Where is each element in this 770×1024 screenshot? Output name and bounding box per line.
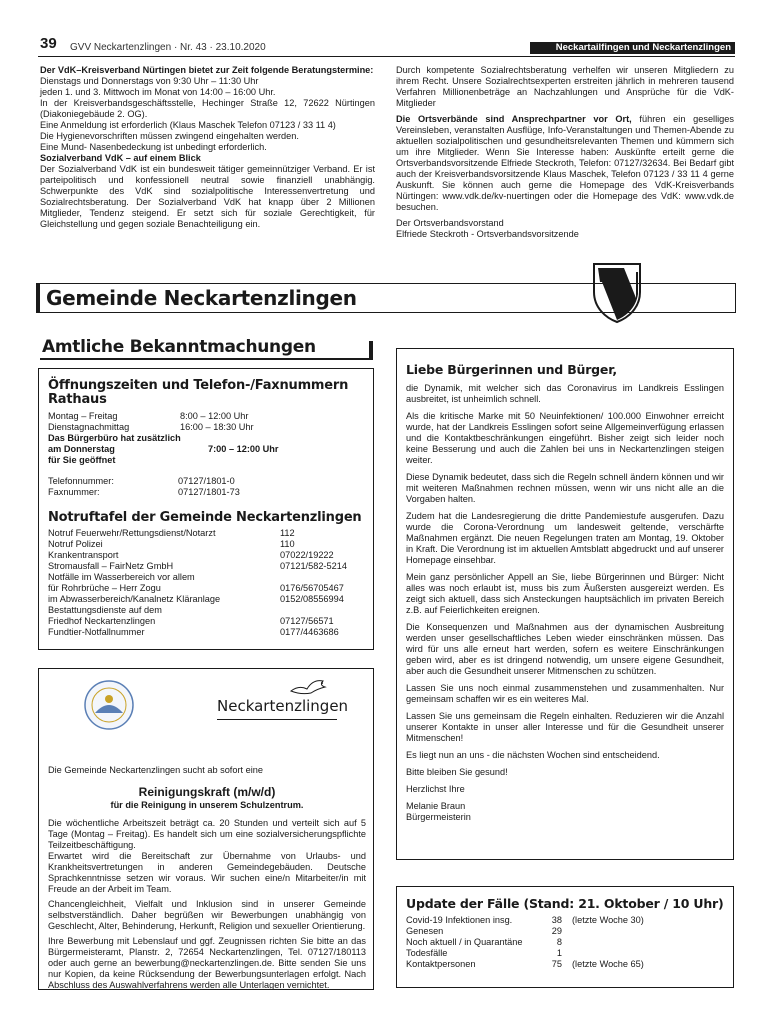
thursday-hours (48, 444, 278, 455)
vdk-line: Eine Mund- Nasenbedeckung ist unbedingt erforderlich. (40, 142, 267, 152)
letter-para: die Dynamik, mit welcher sich das Coronavirus im Landkreis Esslingen ausbreitet, ist unheimlich schnell. (406, 383, 724, 404)
vdk-line: Eine Anmeldung ist erforderlich (Klaus Maschek Telefon 07123 / 33 11 4) (40, 120, 336, 130)
amtliche-title: Amtliche Bekanntmachungen (42, 337, 316, 357)
vdk-body: Der Sozialverband VdK ist ein bundesweit tätiger gemeinnütziger Verband. Er ist parteipolitisch und konfessionell neutral sowie finanziell unabhängig. Schwerpunkte des VdK sind sozialpolitische Interessenvertretung und Sozialrechtsberatung. Der Sozialverband VdK hat knapp über 2 Millionen Mitglieder, Tendenz steigend. Er setzt sich für soziale Gerechtigkeit, für Gleichstellung und gegen soziale Benachteiligung ein. (40, 164, 375, 229)
job-para: Ihre Bewerbung mit Lebenslauf und ggf. Zeugnissen richten Sie bitte an das Bürgermeisteramt, Planstr. 2, 72654 Neckartenzlingen, Tel. 07127/180113 oder auch gerne an bewerbung@neckartenzlingen.de. Bitte senden Sie uns nur Kopien, da keine Rücksendung der Bewerbungsunterlagen erfolgt. Nach Abschluss des Auswahlverfahrens werden alle Unterlagen vernichtet. (48, 936, 366, 990)
letter-para: Die Konsequenzen und Maßnahmen aus der dynamischen Ausbreitung werden unser gesellschaftliches Leben wieder einschränken müssen. Das wird für uns alle erneut hart werden, sofern es weitere Einschränkungen geben wird, aber es ist dringend notwendig, um unsere eigene Gesundheit, aber auch die Gesundheit unserer Mitmenschen zu schützen. (406, 622, 724, 676)
job-title: Reinigungskraft (m/w/d) (138, 785, 276, 799)
amtliche-rule (40, 358, 373, 360)
table-row: Notruf Polizei 110 (48, 539, 295, 549)
table-row: Notruf Feuerwehr/Rettungsdienst/Notarzt 112 (48, 528, 295, 538)
table-row: am Donnerstag 7:00 – 12:00 Uhr (48, 444, 279, 454)
header-rule (38, 56, 735, 57)
case-update-box (396, 886, 734, 988)
job-subtitle: für die Reinigung in unserem Schulzentrum. (110, 800, 304, 810)
rathaus-info-box (38, 368, 374, 650)
buergerbuero-note: für Sie geöffnet (48, 455, 116, 465)
letter-para: Herzlichst Ihre (406, 784, 465, 794)
vdk-para-text: führen ein geselliges Vereinsleben, veranstalten Ausflüge, Info-Veranstaltungen und Themen-Abende zu aktuellen sozialpolitischen und gesundheitsrelevanten Themen und kümmern sich um ihre Mitglieder. Wenn Sie Interesse haben: Auskünfte erteilt gerne die Ortsverbandsvorsitzende Elfriede Steckroth, Telefon: 07127/32634. Bei Bedarf gibt auch der Kreisverbandsvorsitzende Klaus Maschek, Telefon 07123 / 33 11 4 gerne Auskunft. Sie können auch gerne die Homepage des VdK-Kreisverbands Nürtingen: www.vdk.de/kv-nuertingen oder die Homepage des VdK: www.vdk.de besuchen. (396, 114, 734, 212)
phone-table (48, 476, 240, 498)
table-row: Montag – Freitag 8:00 – 12:00 Uhr (48, 411, 249, 421)
table-row: Dienstagnachmittag 16:00 – 18:30 Uhr (48, 422, 254, 432)
bird-logo-icon (289, 675, 331, 697)
logo-text: Neckartenzlingen (217, 697, 349, 715)
vdk-article (40, 65, 375, 230)
mayor-letter-box (396, 348, 734, 860)
job-para: Erwartet wird die Bereitschaft zur Übernahme von Urlaubs- und Krankheitsvertretungen in anderen Gemeindegebäuden. Deutsche Sprachkenntnisse setzen wir voraus. Wir suchen eine/n Mitarbeiter/in mit Freude an der Arbeit im Team. (48, 851, 366, 894)
emergency-title: Notruftafel der Gemeinde Neckartenzlingen (48, 510, 362, 525)
table-row: Genesen 29 (406, 926, 562, 936)
job-ad-box (38, 668, 374, 990)
table-row: Notfälle im Wasserbereich vor allem (48, 572, 195, 582)
school-emblem-icon (83, 679, 135, 731)
vdk-signature: Elfriede Steckroth - Ortsverbandsvorsitzende (396, 229, 579, 239)
section-title: Gemeinde Neckartenzlingen (46, 286, 357, 310)
letter-signature: Melanie Braun (406, 801, 466, 811)
table-row: Todesfälle 1 (406, 948, 562, 958)
amtliche-bar (369, 341, 373, 360)
letter-para: Lassen Sie uns noch einmal zusammenstehen und zusammenhalten. Nur gemeinsam schaffen wir es ein weiteres Mal. (406, 683, 724, 704)
letter-para: Es liegt nun an uns - die nächsten Wochen sind entscheidend. (406, 750, 660, 760)
letter-title: Liebe Bürgerinnen und Bürger, (406, 362, 617, 377)
vdk-line: Dienstags und Donnerstags von 9:30 Uhr – 11:30 Uhr (40, 76, 259, 86)
table-row: Stromausfall – FairNetz GmbH 07121/582-5214 (48, 561, 347, 571)
table-row: Noch aktuell / in Quarantäne 8 (406, 937, 562, 947)
table-row: Bestattungsdienste auf dem (48, 605, 162, 615)
table-row: für Rohrbrüche – Herr Zogu 0176/56705467 (48, 583, 344, 593)
job-intro: Die Gemeinde Neckartenzlingen sucht ab sofort eine (48, 765, 264, 775)
buergerbuero-note: Das Bürgerbüro hat zusätzlich (48, 433, 181, 443)
table-row: Krankentransport 07022/19222 (48, 550, 334, 560)
emergency-table (48, 528, 347, 638)
vdk-line: Die Hygienevorschriften müssen zwingend eingehalten werden. (40, 131, 299, 141)
letter-para: Lassen Sie uns gemeinsam die Regeln einhalten. Reduzieren wir die Anzahl unserer Kontakte in unser aller Interesse und für die Gesundheit unserer Mitmenschen! (406, 711, 724, 743)
logo-underline (217, 719, 337, 720)
table-row: im Abwasserbereich/Kanalnetz Kläranlage 0152/08556994 (48, 594, 344, 604)
page-number: 39 (40, 35, 57, 52)
vdk-signature: Der Ortsverbandsvorstand (396, 218, 504, 228)
update-table (406, 915, 644, 970)
table-row: Covid-19 Infektionen insg. 38 (letzte Woche 30) (406, 915, 644, 925)
update-title: Update der Fälle (Stand: 21. Oktober / 10 Uhr) (406, 896, 724, 911)
job-para: Die wöchentliche Arbeitszeit beträgt ca. 20 Stunden und verteilt sich auf 5 Tage (Montag – Freitag). Es handelt sich um eine sozialversicherungspflichte Teilzeitbeschäftigung. (48, 818, 366, 850)
opening-table (48, 411, 254, 433)
table-row: Telefonnummer: 07127/1801-0 (48, 476, 235, 486)
vdk-line: In der Kreisverbandsgeschäftsstelle, Hechinger Straße 12, 72622 Nürtingen (Diakoniegebäude 2. OG). (40, 98, 375, 119)
letter-para: Als die kritische Marke mit 50 Neuinfektionen/ 100.000 Einwohner erreicht wurde, hat der Landkreis Esslingen sofort seine Allgemeinverfügung erlassen und die Kontaktbeschränkungen eingeführt. Bisher zeigt sich leider noch keine Besserung und auch die Zahlen bei uns in Neckartenzlingen steigen weiter. (406, 411, 724, 465)
table-row: Fundtier-Notfallnummer 0177/4463686 (48, 627, 339, 637)
vdk-para (396, 114, 734, 213)
vdk-para-lead: Die Ortsverbände sind Ansprechpartner vor Ort, (396, 114, 632, 124)
table-row: Faxnummer: 07127/1801-73 (48, 487, 240, 497)
vdk-title: Der VdK–Kreisverband Nürtingen bietet zur Zeit folgende Beratungstermine: (40, 65, 374, 75)
letter-signature: Bürgermeisterin (406, 812, 471, 822)
letter-para: Diese Dynamik bedeutet, dass sich die Regeln schnell ändern können und wir mit weiteren Maßnahmen rechnen müssen, wenn wir uns nicht alle an die Vorgaben halten. (406, 472, 724, 504)
table-row: Kontaktpersonen 75 (letzte Woche 65) (406, 959, 644, 969)
vdk-subtitle: Sozialverband VdK – auf einem Blick (40, 153, 201, 163)
section-banner: Neckartailfingen und Neckartenzlingen (530, 42, 735, 54)
issue-info: GVV Neckartenzlingen · Nr. 43 · 23.10.2020 (70, 42, 266, 53)
vdk-para: Durch kompetente Sozialrechtsberatung verhelfen wir unseren Mitgliedern zu ihrem Recht. Unsere Sozialrechtsexperten erstreiten jährlich in mehreren tausend Verfahren Millionenbeträge an Nachzahlungen und Ansprüche für die VdK-Mitglieder (396, 65, 734, 108)
job-para: Chancengleichheit, Vielfalt und Inklusion sind in unserer Gemeinde selbstverständlich. Daher begrüßen wir Bewerbungen unabhängig von Geschlecht, Alter, Behinderung, Herkunft, Religion und sexueller Orientierung. (48, 899, 366, 931)
letter-para: Mein ganz persönlicher Appell an Sie, liebe Bürgerinnen und Bürger: Nicht alles was noch erlaubt ist, muss bis zum Äußersten ausgereizt werden. Es zeigt sich aktuell, dass sich Ansteckungen hauptsächlich im privaten Bereich z.B. auf Feierlichkeiten ereignen. (406, 572, 724, 615)
letter-para: Zudem hat die Landesregierung die dritte Pandemiestufe ausgerufen. Dazu wurde die Corona-Verordnung um landesweit geltende, verschärfte Maßnahmen ergänzt. Die neuen Regelungen traten am Montag, 19. Oktober in Kraft. Die Verordnung ist im aktuellen Amtsblatt abgedruckt und auf unserer Homepage einsehbar. (406, 511, 724, 565)
letter-para: Bitte bleiben Sie gesund! (406, 767, 508, 777)
table-row: Friedhof Neckartenzlingen 07127/56571 (48, 616, 334, 626)
vdk-line: jeden 1. und 3. Mittwoch im Monat von 14:00 – 16:00 Uhr. (40, 87, 276, 97)
vdk-article-continued (396, 65, 734, 240)
opening-title: Öffnungszeiten und Telefon-/Faxnummern Rathaus (48, 378, 349, 407)
